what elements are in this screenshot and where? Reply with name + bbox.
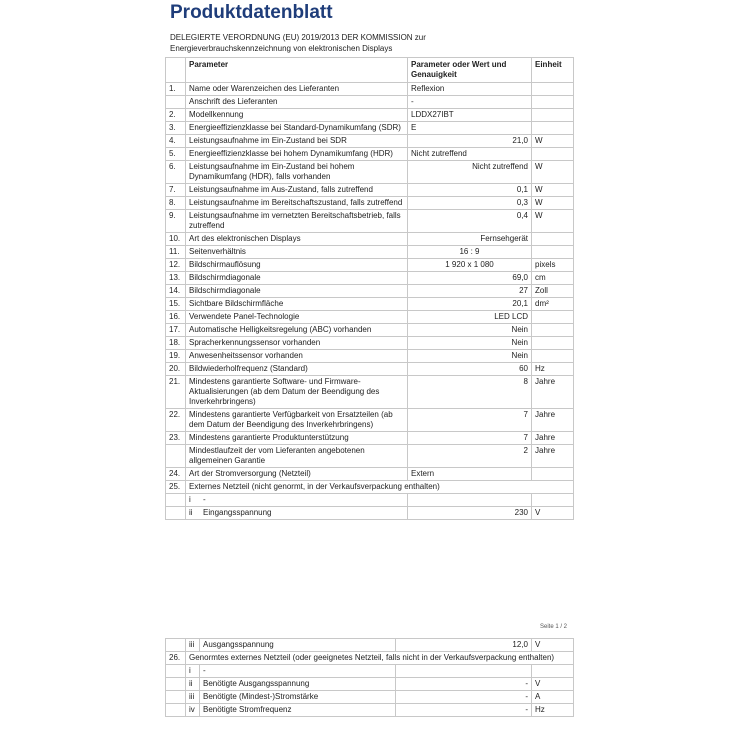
sub-value: - bbox=[396, 691, 532, 704]
table-row bbox=[166, 246, 574, 259]
row-number bbox=[166, 678, 186, 691]
row-number: 8. bbox=[166, 197, 186, 210]
table-row bbox=[166, 109, 574, 122]
sub-index: ii bbox=[186, 678, 200, 691]
sub-value bbox=[408, 494, 532, 507]
row-number bbox=[166, 639, 186, 652]
row-unit bbox=[532, 324, 574, 337]
row-number: 11. bbox=[166, 246, 186, 259]
header-number bbox=[166, 58, 186, 83]
row-value: 0,3 bbox=[408, 197, 532, 210]
sub-unit: A bbox=[532, 691, 574, 704]
sub-label: - bbox=[200, 665, 396, 678]
row-parameter: Art der Stromversorgung (Netzteil) bbox=[186, 468, 408, 481]
sub-index: i bbox=[186, 665, 200, 678]
row-value: 0,4 bbox=[408, 210, 532, 233]
table-row bbox=[166, 324, 574, 337]
row-parameter: Automatische Helligkeitsregelung (ABC) vorhanden bbox=[186, 324, 408, 337]
table-row bbox=[166, 83, 574, 96]
row-value: 69,0 bbox=[408, 272, 532, 285]
table-row bbox=[166, 210, 574, 233]
sub-label: - bbox=[203, 495, 206, 504]
row-value: Nein bbox=[408, 324, 532, 337]
sub-value: 230 bbox=[408, 507, 532, 520]
row-number bbox=[166, 96, 186, 109]
table-row bbox=[166, 409, 574, 432]
header-parameter: Parameter bbox=[186, 58, 408, 83]
table-row bbox=[166, 148, 574, 161]
row-value: Extern bbox=[408, 468, 532, 481]
row-parameter: Mindestens garantierte Verfügbarkeit von Ersatzteilen (ab dem Datum der Beendigung des Inverkehrbringens) bbox=[186, 409, 408, 432]
row-value: Reflexion bbox=[408, 83, 532, 96]
table-row bbox=[166, 184, 574, 197]
row-number bbox=[166, 494, 186, 507]
table-row bbox=[166, 298, 574, 311]
row-unit bbox=[532, 96, 574, 109]
row-parameter: Mindestens garantierte Software- und Firmware-Aktualisierungen (ab dem Datum der Beendigung des Inverkehrbringens) bbox=[186, 376, 408, 409]
row-unit: W bbox=[532, 210, 574, 233]
table-row bbox=[166, 432, 574, 445]
row-number: 21. bbox=[166, 376, 186, 409]
row-parameter: Leistungsaufnahme im Ein-Zustand bei SDR bbox=[186, 135, 408, 148]
row-value: 16 : 9 bbox=[408, 246, 532, 259]
row-parameter: Art des elektronischen Displays bbox=[186, 233, 408, 246]
row-number bbox=[166, 507, 186, 520]
row-number: 9. bbox=[166, 210, 186, 233]
datasheet-table-2 bbox=[165, 638, 574, 717]
row-parameter: Leistungsaufnahme im Aus-Zustand, falls zutreffend bbox=[186, 184, 408, 197]
row-unit bbox=[532, 337, 574, 350]
sub-row bbox=[166, 691, 574, 704]
row-value: 21,0 bbox=[408, 135, 532, 148]
sub-row bbox=[166, 678, 574, 691]
row-number: 7. bbox=[166, 184, 186, 197]
row-unit bbox=[532, 122, 574, 135]
table-row-26 bbox=[166, 652, 574, 665]
row-value: Nicht zutreffend bbox=[408, 148, 532, 161]
row-value: 7 bbox=[408, 409, 532, 432]
row-parameter: Mindestens garantierte Produktunterstützung bbox=[186, 432, 408, 445]
row-unit: Jahre bbox=[532, 376, 574, 409]
row-unit bbox=[532, 83, 574, 96]
row-value: 8 bbox=[408, 376, 532, 409]
row-unit bbox=[532, 233, 574, 246]
row-parameter: Leistungsaufnahme im Bereitschaftszustand, falls zutreffend bbox=[186, 197, 408, 210]
table-row bbox=[166, 337, 574, 350]
table-row bbox=[166, 233, 574, 246]
row-unit: Jahre bbox=[532, 432, 574, 445]
sub-row bbox=[166, 494, 574, 507]
page-footer: Seite 1 / 2 bbox=[540, 624, 568, 630]
sub-unit bbox=[532, 665, 574, 678]
sub-unit: V bbox=[532, 507, 574, 520]
row-parameter: Energieeffizienzklasse bei Standard-Dynamikumfang (SDR) bbox=[186, 122, 408, 135]
row-number: 25. bbox=[166, 481, 186, 494]
row-value: 1 920 x 1 080 bbox=[408, 259, 532, 272]
sub-row bbox=[166, 704, 574, 717]
row-value: Nein bbox=[408, 350, 532, 363]
row-number: 17. bbox=[166, 324, 186, 337]
row-unit bbox=[532, 246, 574, 259]
row-parameter: Bildschirmdiagonale bbox=[186, 272, 408, 285]
sub-label: Ausgangsspannung bbox=[200, 639, 396, 652]
sub-value: 12,0 bbox=[396, 639, 532, 652]
table-row bbox=[166, 468, 574, 481]
row-value: 27 bbox=[408, 285, 532, 298]
header-unit: Einheit bbox=[532, 58, 574, 83]
datasheet-page-2 bbox=[165, 638, 573, 717]
row-unit: cm bbox=[532, 272, 574, 285]
sub-row bbox=[166, 639, 574, 652]
sub-label: Benötigte (Mindest-)Stromstärke bbox=[200, 691, 396, 704]
sub-unit: V bbox=[532, 678, 574, 691]
row-parameter: Leistungsaufnahme im Ein-Zustand bei hohem Dynamikumfang (HDR), falls vorhanden bbox=[186, 161, 408, 184]
row-unit: W bbox=[532, 197, 574, 210]
row-number: 13. bbox=[166, 272, 186, 285]
row-unit bbox=[532, 109, 574, 122]
row-number: 19. bbox=[166, 350, 186, 363]
sub-label: Benötigte Stromfrequenz bbox=[200, 704, 396, 717]
table-row bbox=[166, 197, 574, 210]
row-number: 14. bbox=[166, 285, 186, 298]
row-parameter: Sichtbare Bildschirmfläche bbox=[186, 298, 408, 311]
sub-row bbox=[166, 507, 574, 520]
row-number: 22. bbox=[166, 409, 186, 432]
row-parameter: Bildschirmauflösung bbox=[186, 259, 408, 272]
sub-row bbox=[166, 665, 574, 678]
row-unit bbox=[532, 311, 574, 324]
row-number: 3. bbox=[166, 122, 186, 135]
row-parameter: Mindestlaufzeit der vom Lieferanten angebotenen allgemeinen Garantie bbox=[186, 445, 408, 468]
table-row bbox=[166, 161, 574, 184]
row-parameter: Anschrift des Lieferanten bbox=[186, 96, 408, 109]
row-section-text: Externes Netzteil (nicht genormt, in der Verkaufsverpackung enthalten) bbox=[186, 481, 574, 494]
row-parameter: Bildwiederholfrequenz (Standard) bbox=[186, 363, 408, 376]
table-row-25 bbox=[166, 481, 574, 494]
table-row bbox=[166, 285, 574, 298]
row-parameter: Modellkennung bbox=[186, 109, 408, 122]
row-number: 1. bbox=[166, 83, 186, 96]
table-row bbox=[166, 122, 574, 135]
table-row bbox=[166, 135, 574, 148]
row-section-text: Genormtes externes Netzteil (oder geeignetes Netzteil, falls nicht in der Verkaufsverpackung enthalten) bbox=[186, 652, 574, 665]
regulation-subtitle bbox=[170, 32, 426, 54]
row-number: 5. bbox=[166, 148, 186, 161]
sub-value: - bbox=[396, 678, 532, 691]
table-header-row bbox=[166, 58, 574, 83]
row-parameter: Anwesenheitssensor vorhanden bbox=[186, 350, 408, 363]
row-unit: W bbox=[532, 161, 574, 184]
row-unit: pixels bbox=[532, 259, 574, 272]
row-value: LED LCD bbox=[408, 311, 532, 324]
table-row bbox=[166, 363, 574, 376]
row-number: 16. bbox=[166, 311, 186, 324]
row-number bbox=[166, 665, 186, 678]
row-number: 12. bbox=[166, 259, 186, 272]
header-value: Parameter oder Wert und Genauigkeit bbox=[408, 58, 532, 83]
row-parameter: Name oder Warenzeichen des Lieferanten bbox=[186, 83, 408, 96]
row-value: 7 bbox=[408, 432, 532, 445]
subtitle-line-2: Energieverbrauchskennzeichnung von elektronischen Displays bbox=[170, 44, 393, 53]
sub-unit bbox=[532, 494, 574, 507]
row-number: 6. bbox=[166, 161, 186, 184]
row-unit: W bbox=[532, 135, 574, 148]
sub-index: iv bbox=[186, 704, 200, 717]
sub-parameter bbox=[186, 507, 408, 520]
table-body-row25 bbox=[166, 481, 574, 520]
subtitle-line-1: DELEGIERTE VERORDNUNG (EU) 2019/2013 DER KOMMISSION zur bbox=[170, 33, 426, 42]
datasheet-page-1 bbox=[165, 57, 573, 520]
row-number bbox=[166, 445, 186, 468]
row-number bbox=[166, 691, 186, 704]
table-row bbox=[166, 259, 574, 272]
row-parameter: Spracherkennungssensor vorhanden bbox=[186, 337, 408, 350]
row-value: 0,1 bbox=[408, 184, 532, 197]
sub-label: Benötigte Ausgangsspannung bbox=[200, 678, 396, 691]
row-unit: Hz bbox=[532, 363, 574, 376]
table-body-2 bbox=[166, 639, 574, 717]
row-unit bbox=[532, 350, 574, 363]
row-value: 2 bbox=[408, 445, 532, 468]
row-value: - bbox=[408, 96, 532, 109]
row-value: 20,1 bbox=[408, 298, 532, 311]
table-row bbox=[166, 272, 574, 285]
sub-value: - bbox=[396, 704, 532, 717]
row-number: 20. bbox=[166, 363, 186, 376]
row-value: E bbox=[408, 122, 532, 135]
row-unit bbox=[532, 148, 574, 161]
sub-label: Eingangsspannung bbox=[203, 508, 272, 517]
sub-index: iii bbox=[186, 639, 200, 652]
table-row bbox=[166, 350, 574, 363]
row-number bbox=[166, 704, 186, 717]
sub-index: iii bbox=[186, 691, 200, 704]
row-number: 2. bbox=[166, 109, 186, 122]
table-row bbox=[166, 96, 574, 109]
row-parameter: Energieeffizienzklasse bei hohem Dynamikumfang (HDR) bbox=[186, 148, 408, 161]
sub-value bbox=[396, 665, 532, 678]
row-unit: W bbox=[532, 184, 574, 197]
row-value: Fernsehgerät bbox=[408, 233, 532, 246]
row-value: LDDX27IBT bbox=[408, 109, 532, 122]
row-unit: Jahre bbox=[532, 445, 574, 468]
row-value: 60 bbox=[408, 363, 532, 376]
row-number: 4. bbox=[166, 135, 186, 148]
sub-index: ii bbox=[189, 508, 193, 517]
row-parameter: Seitenverhältnis bbox=[186, 246, 408, 259]
row-number: 24. bbox=[166, 468, 186, 481]
row-unit: Zoll bbox=[532, 285, 574, 298]
row-parameter: Leistungsaufnahme im vernetzten Bereitschaftsbetrieb, falls zutreffend bbox=[186, 210, 408, 233]
row-unit: Jahre bbox=[532, 409, 574, 432]
table-row bbox=[166, 445, 574, 468]
sub-index: i bbox=[189, 495, 191, 504]
row-number: 26. bbox=[166, 652, 186, 665]
table-row bbox=[166, 376, 574, 409]
table-body bbox=[166, 83, 574, 481]
row-number: 15. bbox=[166, 298, 186, 311]
row-parameter: Verwendete Panel-Technologie bbox=[186, 311, 408, 324]
sub-parameter bbox=[186, 494, 408, 507]
table-row bbox=[166, 311, 574, 324]
row-number: 18. bbox=[166, 337, 186, 350]
row-unit bbox=[532, 468, 574, 481]
row-number: 10. bbox=[166, 233, 186, 246]
sub-unit: Hz bbox=[532, 704, 574, 717]
row-value: Nein bbox=[408, 337, 532, 350]
datasheet-table bbox=[165, 57, 574, 520]
row-parameter: Bildschirmdiagonale bbox=[186, 285, 408, 298]
row-number: 23. bbox=[166, 432, 186, 445]
page-title: Produktdatenblatt bbox=[170, 2, 333, 23]
row-unit: dm² bbox=[532, 298, 574, 311]
row-value: Nicht zutreffend bbox=[408, 161, 532, 184]
sub-unit: V bbox=[532, 639, 574, 652]
